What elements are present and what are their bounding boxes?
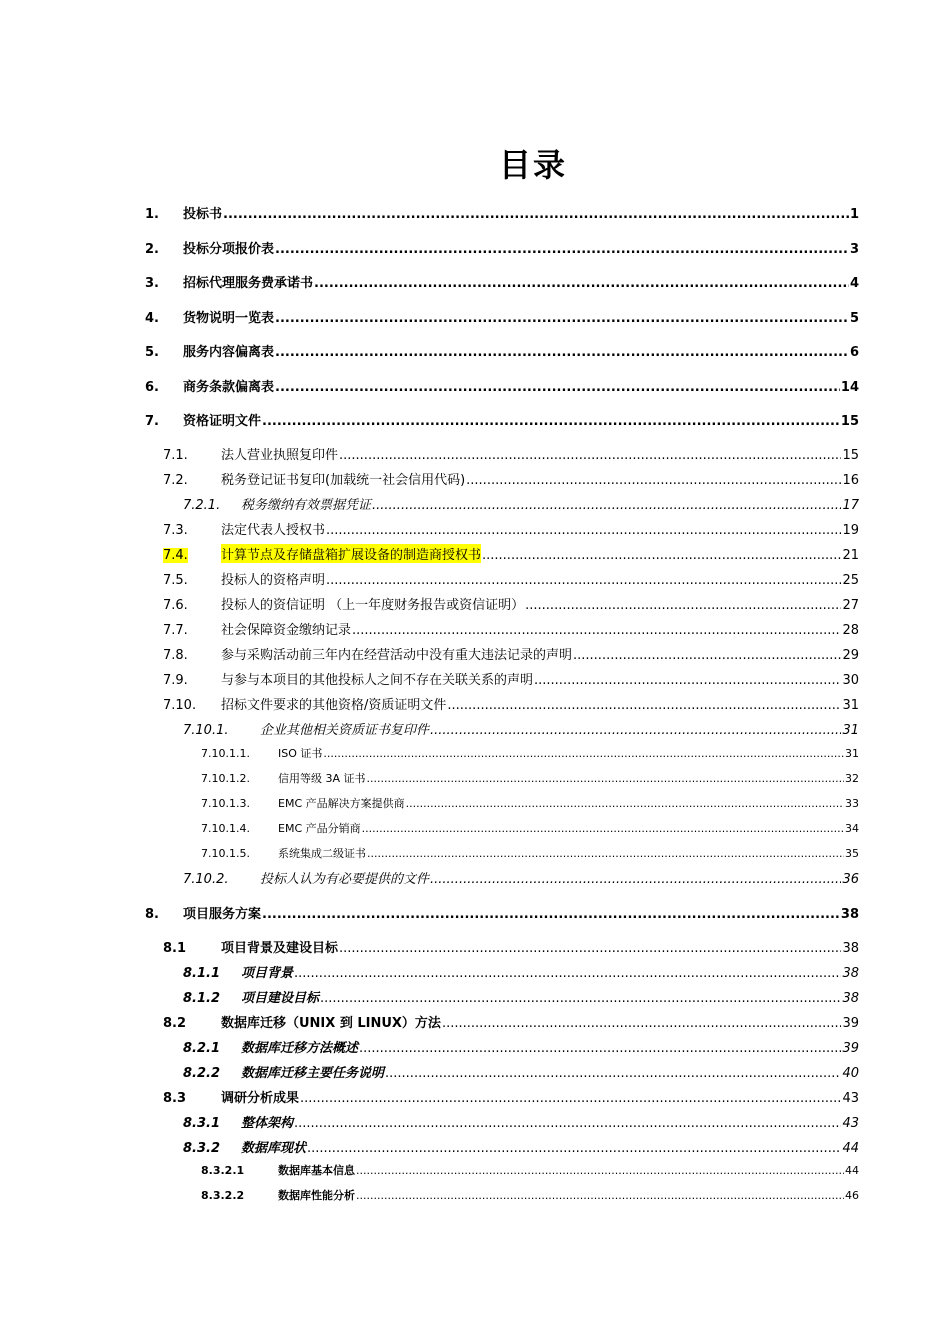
toc-entry-number: 7.10.1.1. (201, 747, 250, 760)
toc-entry[interactable] (201, 770, 859, 786)
toc-entry-page: 35 (845, 847, 859, 860)
toc-entry[interactable] (183, 868, 859, 887)
toc-entry-title: 与参与本项目的其他投标人之间不存在关联关系的声明 (221, 673, 534, 688)
toc-entry[interactable] (201, 1162, 859, 1178)
toc-leader (300, 1091, 841, 1106)
toc-entry[interactable] (183, 1062, 859, 1081)
toc-entry-page: 39 (842, 1041, 859, 1056)
toc-leader (275, 345, 849, 360)
toc-leader (294, 966, 841, 981)
toc-entry-number: 7.9. (163, 673, 188, 688)
toc-entry[interactable] (163, 619, 859, 638)
toc-entry-title: 投标人的资格声明 (221, 573, 326, 588)
toc-entry-number: 6. (145, 380, 159, 395)
toc-leader (406, 797, 844, 810)
toc-entry-title: 社会保障资金缴纳记录 (221, 623, 352, 638)
toc-entry-number: 7.6. (163, 598, 188, 613)
toc-entry-number: 8.2.1 (183, 1041, 221, 1056)
toc-entry-title: 计算节点及存储盘箱扩展设备的制造商授权书 (221, 544, 481, 563)
toc-leader (307, 1141, 841, 1156)
toc-entry[interactable] (163, 519, 859, 538)
toc-leader (385, 1066, 841, 1081)
toc-entry-title: 系统集成二级证书 (278, 847, 366, 860)
toc-leader (339, 941, 841, 956)
toc-entry-title: 投标人认为有必要提供的文件 (260, 872, 430, 887)
toc-entry[interactable] (145, 903, 859, 922)
toc-entry-number: 7.10.1.3. (201, 797, 250, 810)
toc-entry[interactable] (183, 987, 859, 1006)
toc-entry-title: ISO 证书 (278, 747, 323, 760)
toc-entry[interactable] (145, 410, 859, 429)
toc-entry-page: 46 (845, 1189, 859, 1202)
page-title: 目录 (498, 146, 567, 184)
toc-leader (339, 448, 841, 463)
toc-entry-title: 参与采购活动前三年内在经营活动中没有重大违法记录的声明 (221, 648, 573, 663)
toc-entry-number: 8.3.2.1 (201, 1164, 245, 1177)
toc-entry-page: 16 (842, 473, 859, 488)
toc-entry-title: 投标书 (183, 207, 223, 222)
toc-entry[interactable] (163, 569, 859, 588)
toc-entry-number: 8.3.1 (183, 1116, 221, 1131)
toc-entry-number: 8.3.2.2 (201, 1189, 245, 1202)
toc-entry-number: 1. (145, 207, 159, 222)
toc-entry[interactable] (145, 307, 859, 326)
toc-entry[interactable] (145, 341, 859, 360)
toc-entry-number: 2. (145, 242, 159, 257)
toc-entry[interactable] (163, 1087, 859, 1106)
toc-entry-page: 38 (840, 907, 859, 922)
toc-leader (275, 311, 849, 326)
toc-entry-number: 7.3. (163, 523, 188, 538)
toc-entry-page: 34 (845, 822, 859, 835)
toc-entry[interactable] (183, 1112, 859, 1131)
toc-entry-title: 企业其他相关资质证书复印件 (260, 723, 430, 738)
toc-entry-title: 信用等级 3A 证书 (278, 772, 366, 785)
toc-entry-number: 8.1 (163, 941, 187, 956)
toc-entry-page: 14 (840, 380, 859, 395)
toc-entry-page: 17 (842, 498, 859, 513)
toc-leader (262, 414, 840, 429)
toc-leader (352, 623, 841, 638)
toc-entry-number: 8.3 (163, 1091, 187, 1106)
toc-leader (314, 276, 849, 291)
toc-leader (367, 772, 844, 785)
toc-entry-page: 38 (842, 991, 859, 1006)
toc-entry-page: 25 (842, 573, 859, 588)
toc-entry-number: 7.10.1.2. (201, 772, 250, 785)
toc-entry-number: 8.3.2 (183, 1141, 221, 1156)
toc-entry-page: 28 (842, 623, 859, 638)
toc-leader (466, 473, 841, 488)
toc-leader (356, 1189, 844, 1202)
toc-entry-number: 4. (145, 311, 159, 326)
toc-entry-page: 21 (842, 548, 859, 563)
toc-entry-number: 7.2. (163, 473, 188, 488)
toc-leader (447, 698, 841, 713)
toc-entry[interactable] (145, 376, 859, 395)
toc-leader (326, 573, 841, 588)
toc-entry-number: 7.4. (163, 548, 188, 563)
toc-leader (356, 1164, 844, 1177)
toc-entry-page: 1 (849, 207, 859, 222)
toc-entry-title: 法定代表人授权书 (221, 523, 326, 538)
toc-entry-number: 7.1. (163, 448, 188, 463)
toc-entry-title: 调研分析成果 (221, 1091, 300, 1106)
toc-entry-page: 38 (842, 941, 859, 956)
toc-leader (294, 1116, 841, 1131)
toc-entry-page: 31 (845, 747, 859, 760)
toc-entry-title: 服务内容偏离表 (183, 345, 275, 360)
toc-entry-title: 数据库基本信息 (278, 1164, 355, 1177)
toc-entry[interactable] (183, 1037, 859, 1056)
toc-entry-page: 27 (842, 598, 859, 613)
toc-entry-number: 8.1.1 (183, 966, 221, 981)
toc-entry-title: 数据库迁移（UNIX 到 LINUX）方法 (221, 1016, 441, 1031)
toc-entry-title: 招标文件要求的其他资格/资质证明文件 (221, 698, 447, 713)
toc-entry-title: 商务条款偏离表 (183, 380, 275, 395)
toc-entry-number: 8.1.2 (183, 991, 221, 1006)
toc-leader (372, 498, 841, 513)
toc-leader (430, 723, 841, 738)
toc-entry-page: 32 (845, 772, 859, 785)
toc-entry-number: 7.10. (163, 698, 197, 713)
toc-entry-title: 法人营业执照复印件 (221, 448, 339, 463)
toc-entry-title: 项目建设目标 (241, 991, 320, 1006)
toc-entry-page: 3 (849, 242, 859, 257)
toc-leader (442, 1016, 842, 1031)
toc-entry-title: 项目背景及建设目标 (221, 941, 339, 956)
toc-entry-title: 货物说明一览表 (183, 311, 275, 326)
toc-entry-number: 7.7. (163, 623, 188, 638)
toc-entry[interactable] (201, 795, 859, 811)
toc-entry-page: 6 (849, 345, 859, 360)
toc-entry[interactable] (183, 494, 859, 513)
toc-entry-number: 7.8. (163, 648, 188, 663)
toc-leader (482, 548, 841, 563)
toc-entry-page: 29 (842, 648, 859, 663)
toc-entry[interactable] (163, 469, 859, 488)
toc-leader (223, 207, 849, 222)
toc-entry-number: 7.10.1.5. (201, 847, 250, 860)
toc-entry-number: 7.5. (163, 573, 188, 588)
toc-entry[interactable] (201, 745, 859, 761)
toc-leader (534, 673, 841, 688)
toc-entry[interactable] (183, 719, 859, 738)
toc-entry-title: 税务缴纳有效票据凭证 (241, 498, 372, 513)
toc-entry-number: 8.2 (163, 1016, 187, 1031)
toc-entry-page: 33 (845, 797, 859, 810)
toc-entry-number: 7.10.2. (183, 872, 229, 887)
toc-entry-highlighted[interactable] (163, 544, 859, 563)
toc-leader (525, 598, 841, 613)
toc-leader (359, 1041, 841, 1056)
toc-entry-title: 投标人的资信证明 （上一年度财务报告或资信证明） (221, 598, 525, 613)
toc-entry-page: 43 (842, 1091, 859, 1106)
toc-entry-title: 数据库迁移主要任务说明 (241, 1066, 385, 1081)
toc-entry-title: 项目背景 (241, 966, 294, 981)
toc-entry-title: 数据库现状 (241, 1141, 307, 1156)
toc-entry[interactable] (145, 238, 859, 257)
toc-leader (573, 648, 841, 663)
toc-entry-number: 7.2.1. (183, 498, 221, 513)
toc-entry-page: 38 (842, 966, 859, 981)
toc-entry-title: 投标分项报价表 (183, 242, 275, 257)
toc-entry[interactable] (201, 820, 859, 836)
toc-entry-title: 数据库性能分析 (278, 1189, 355, 1202)
toc-entry-title: 税务登记证书复印(加载统一社会信用代码) (221, 473, 466, 488)
toc-entry[interactable] (145, 203, 859, 222)
toc-leader (262, 907, 840, 922)
toc-leader (323, 747, 844, 760)
toc-entry-page: 44 (842, 1141, 859, 1156)
toc-entry-title: 项目服务方案 (183, 907, 262, 922)
toc-entry-number: 5. (145, 345, 159, 360)
toc-entry[interactable] (201, 845, 859, 861)
toc-entry-page: 15 (840, 414, 859, 429)
toc-entry-number: 7.10.1. (183, 723, 229, 738)
toc-entry[interactable] (183, 1137, 859, 1156)
toc-entry-page: 40 (842, 1066, 859, 1081)
toc-entry-page: 31 (842, 698, 859, 713)
toc-entry[interactable] (163, 644, 859, 663)
toc-leader (430, 872, 841, 887)
toc-entry-title: 招标代理服务费承诺书 (183, 276, 314, 291)
toc-leader (326, 523, 841, 538)
toc-entry-page: 19 (842, 523, 859, 538)
toc-entry-title: EMC 产品解决方案提供商 (278, 797, 405, 810)
toc-entry-page: 39 (842, 1016, 859, 1031)
toc-entry-title: EMC 产品分销商 (278, 822, 361, 835)
toc-entry[interactable] (163, 937, 859, 956)
toc-entry-number: 7. (145, 414, 159, 429)
toc-entry-page: 44 (845, 1164, 859, 1177)
toc-entry[interactable] (163, 594, 859, 613)
toc-entry-page: 36 (842, 872, 859, 887)
toc-entry-page: 5 (849, 311, 859, 326)
toc-entry-title: 资格证明文件 (183, 414, 262, 429)
toc-entry-number: 8.2.2 (183, 1066, 221, 1081)
toc-entry-page: 30 (842, 673, 859, 688)
toc-entry[interactable] (201, 1187, 859, 1203)
toc-entry[interactable] (163, 444, 859, 463)
toc-leader (362, 822, 844, 835)
toc-entry[interactable] (163, 669, 859, 688)
toc-entry-title: 整体架构 (241, 1116, 294, 1131)
toc-leader (367, 847, 844, 860)
toc-entry-page: 31 (842, 723, 859, 738)
toc-leader (275, 380, 840, 395)
toc-entry[interactable] (163, 1012, 859, 1031)
toc-entry[interactable] (183, 962, 859, 981)
toc-entry-number: 3. (145, 276, 159, 291)
toc-entry[interactable] (163, 694, 859, 713)
toc-entry[interactable] (145, 272, 859, 291)
toc-entry-title: 数据库迁移方法概述 (241, 1041, 359, 1056)
toc-leader (275, 242, 849, 257)
toc-leader (320, 991, 841, 1006)
toc-entry-page: 15 (842, 448, 859, 463)
toc-entry-number: 8. (145, 907, 159, 922)
toc-entry-number: 7.10.1.4. (201, 822, 250, 835)
toc-entry-page: 4 (849, 276, 859, 291)
toc-entry-page: 43 (842, 1116, 859, 1131)
